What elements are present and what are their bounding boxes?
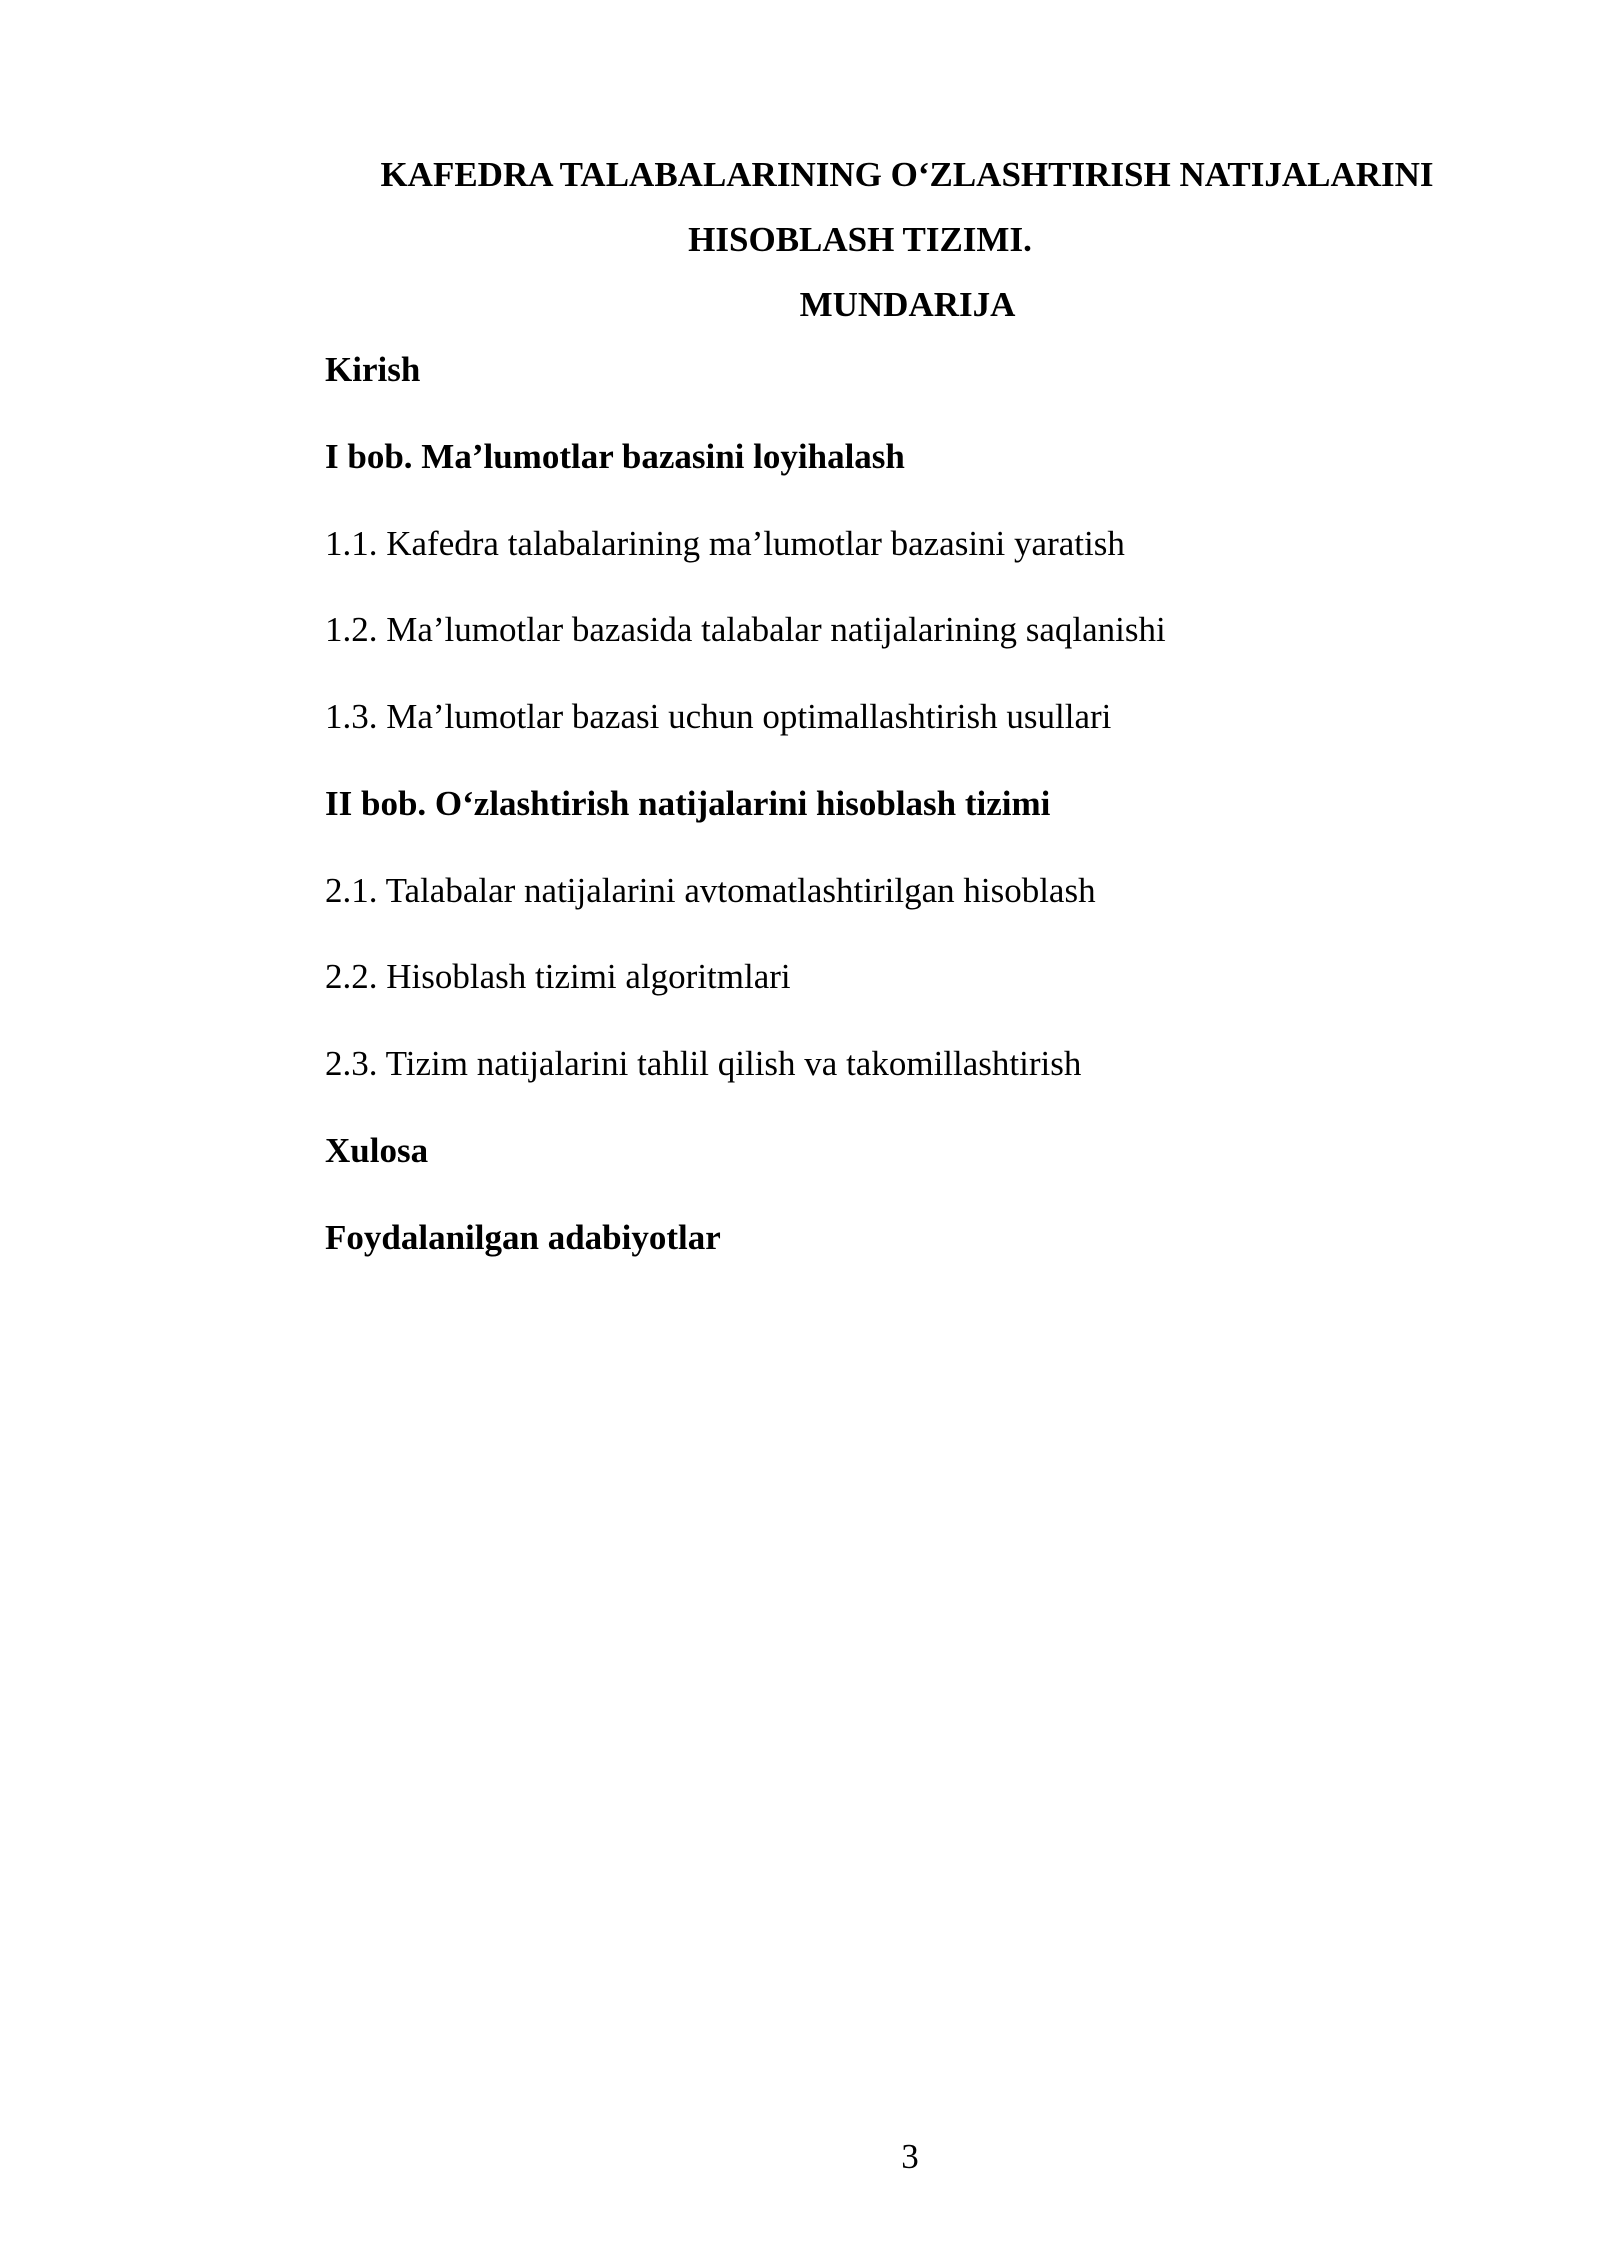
document-title-line-1: KAFEDRA TALABALARINING O‘ZLASHTIRISH NATIJALARINI xyxy=(380,155,1434,194)
toc-entry-section-1-1: 1.1. Kafedra talabalarining ma’lumotlar bazasini yaratish xyxy=(325,524,1125,563)
toc-entry-chapter-2: II bob. O‘zlashtirish natijalarini hisoblash tizimi xyxy=(325,784,1051,823)
toc-entry-section-1-3: 1.3. Ma’lumotlar bazasi uchun optimallashtirish usullari xyxy=(325,697,1112,736)
toc-entry-section-2-2: 2.2. Hisoblash tizimi algoritmlari xyxy=(325,957,791,996)
contents-heading: MUNDARIJA xyxy=(799,285,1016,324)
document-title-line-2: HISOBLASH TIZIMI. xyxy=(688,220,1032,259)
toc-entry-section-1-2: 1.2. Ma’lumotlar bazasida talabalar natijalarining saqlanishi xyxy=(325,610,1166,649)
toc-entry-section-2-3: 2.3. Tizim natijalarini tahlil qilish va takomillashtirish xyxy=(325,1044,1082,1083)
toc-entry-introduction: Kirish xyxy=(325,350,421,389)
toc-entry-section-2-1: 2.1. Talabalar natijalarini avtomatlashtirilgan hisoblash xyxy=(325,871,1096,910)
toc-entry-conclusion: Xulosa xyxy=(325,1131,429,1170)
toc-entry-references: Foydalanilgan adabiyotlar xyxy=(325,1218,721,1257)
page-number: 3 xyxy=(901,2137,919,2176)
toc-entry-chapter-1: I bob. Ma’lumotlar bazasini loyihalash xyxy=(325,437,905,476)
